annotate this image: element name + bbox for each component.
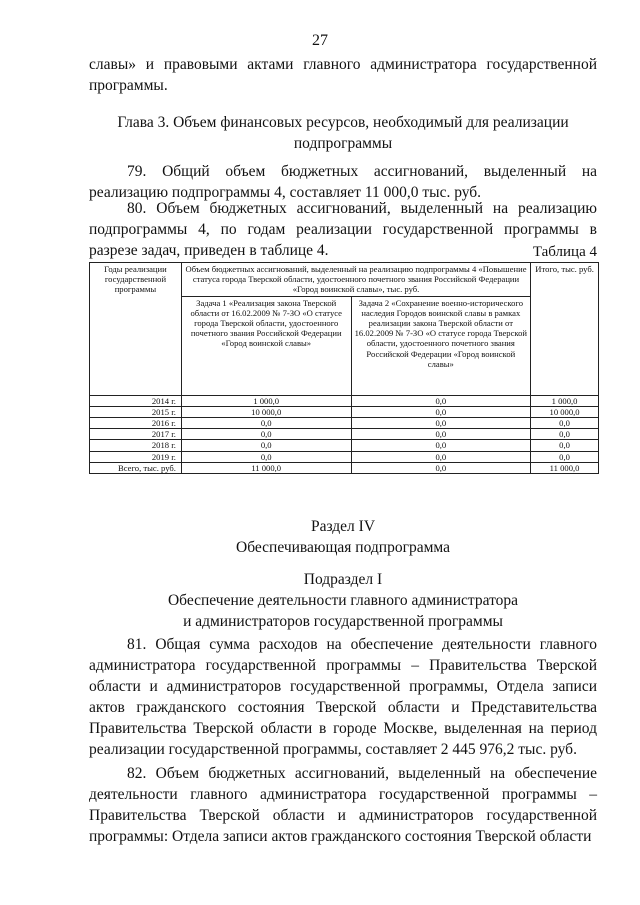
table-label: Таблица 4 [532, 244, 597, 260]
table-row [90, 395, 599, 406]
table-row [90, 440, 599, 451]
header-total: Итого, тыс. руб. [531, 263, 599, 396]
header-task2: Задача 2 «Сохранение военно-исторического наследия Городов воинской славы в рамках реализации закона Тверской области от 16.02.2009 № 7-ЗО «О статусе города Тверской области, удостоенного почетного звания Российской Федерации «Город воинской славы» [351, 296, 531, 395]
row-year: 2019 г. [90, 451, 182, 462]
row-task2: 0,0 [351, 418, 531, 429]
subsection-line1: Обеспечение деятельности главного администратора [167, 592, 519, 609]
row-year: 2015 г. [90, 406, 182, 417]
page-number: 27 [312, 32, 328, 49]
row-task1: 0,0 [181, 429, 351, 440]
header-years: Годы реализации государственной программы [90, 263, 182, 396]
row-task2: 0,0 [351, 406, 531, 417]
subsection-line2: и администраторов государственной программы [183, 613, 503, 630]
table-header-row [90, 263, 599, 297]
row-task2: 0,0 [351, 429, 531, 440]
row-task1: 11 000,0 [181, 462, 351, 473]
subsection-title: Подраздел I [303, 571, 383, 588]
table-row [90, 451, 599, 462]
row-task1: 0,0 [181, 440, 351, 451]
header-volume: Объем бюджетных ассигнований, выделенный на реализацию подпрограммы 4 «Повышение статуса города Тверской области, удостоенного почетного звания Российской Федерации «Город воинской славы», тыс. руб. [181, 263, 530, 297]
table-row [90, 406, 599, 417]
row-year: Всего, тыс. руб. [90, 462, 182, 473]
table-row [90, 418, 599, 429]
row-year: 2017 г. [90, 429, 182, 440]
header-task1: Задача 1 «Реализация закона Тверской области от 16.02.2009 № 7-ЗО «О статусе города Тверской области, удостоенного почетного звания Российской Федерации «Город воинской славы» [181, 296, 351, 395]
section-title: Раздел IV [310, 518, 376, 535]
subsection-heading [89, 569, 597, 632]
row-total: 0,0 [531, 429, 599, 440]
intro-paragraph: славы» и правовыми актами главного администратора государственной программы. [89, 56, 597, 94]
paragraph-79: 79. Общий объем бюджетных ассигнований, выделенный на реализацию подпрограммы 4, составляет 11 000,0 тыс. руб. [89, 163, 597, 201]
row-year: 2014 г. [90, 395, 182, 406]
row-task2: 0,0 [351, 451, 531, 462]
row-task2: 0,0 [351, 395, 531, 406]
row-year: 2016 г. [90, 418, 182, 429]
table-total-row [90, 462, 599, 473]
row-total: 1 000,0 [531, 395, 599, 406]
chapter-heading-line2: подпрограммы [293, 135, 393, 152]
paragraph-82: 82. Объем бюджетных ассигнований, выделенный на обеспечение деятельности главного администратора государственной программы – Правительства Тверской области и администраторов государственной программы: Отдела записи актов гражданского состояния Тверской области [89, 765, 597, 845]
row-total: 0,0 [531, 440, 599, 451]
row-task1: 10 000,0 [181, 406, 351, 417]
table-row [90, 429, 599, 440]
row-total: 11 000,0 [531, 462, 599, 473]
row-total: 0,0 [531, 451, 599, 462]
row-task1: 0,0 [181, 418, 351, 429]
section-heading [89, 516, 597, 558]
chapter-heading [89, 112, 597, 154]
section-subtitle: Обеспечивающая подпрограмма [236, 539, 450, 556]
paragraph-81: 81. Общая сумма расходов на обеспечение деятельности главного администратора государственной программы – Правительства Тверской области и администраторов государственной программы, Отдела записи актов гражданского состояния Тверской области и Представительства Правительства Тверской области в городе Москве, выделенная на период реализации государственной программы, составляет 2 445 976,2 тыс. руб. [89, 636, 597, 758]
row-task2: 0,0 [351, 440, 531, 451]
row-task1: 1 000,0 [181, 395, 351, 406]
row-task1: 0,0 [181, 451, 351, 462]
row-total: 0,0 [531, 418, 599, 429]
row-total: 10 000,0 [531, 406, 599, 417]
paragraph-80: 80. Объем бюджетных ассигнований, выделенный на реализацию подпрограммы 4, по годам реализации государственной программы в разрезе задач, приведен в таблице 4. [89, 200, 597, 259]
row-year: 2018 г. [90, 440, 182, 451]
chapter-heading-line1: Глава 3. Объем финансовых ресурсов, необходимый для реализации [117, 114, 569, 131]
financial-table [89, 262, 599, 474]
row-task2: 0,0 [351, 462, 531, 473]
